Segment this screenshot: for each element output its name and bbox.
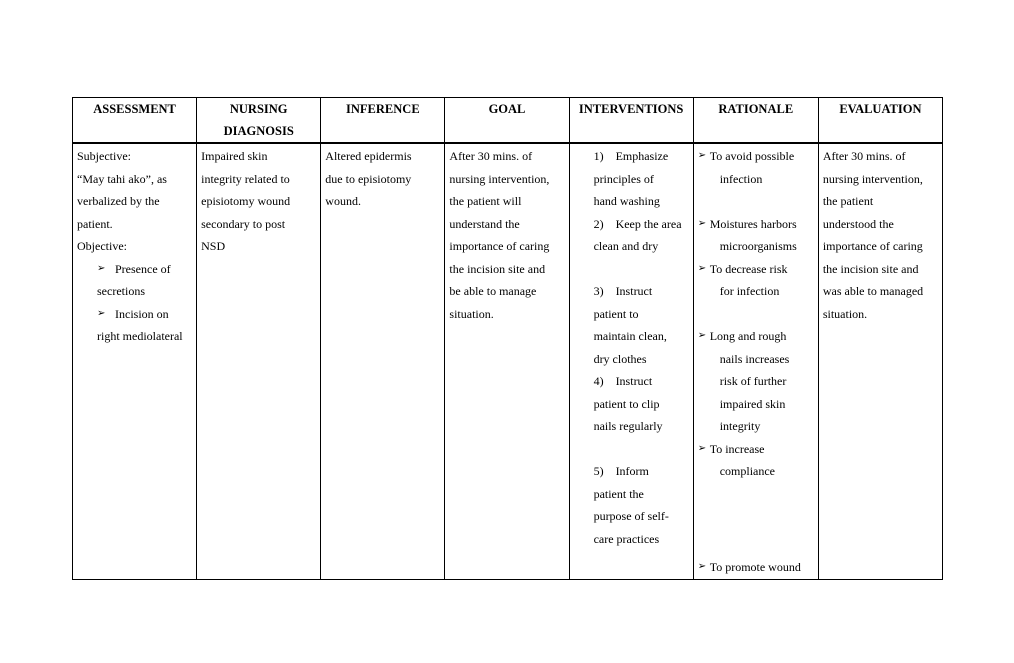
objective-item xyxy=(77,303,192,326)
objective-item-text: Incision on xyxy=(115,306,169,321)
interventions-cell xyxy=(569,143,693,579)
evaluation-line: the incision site and xyxy=(822,261,919,276)
subjective-label: Subjective: xyxy=(77,149,131,163)
rationale-text: compliance xyxy=(719,464,776,478)
arrow-bullet-icon: ➢ xyxy=(697,330,707,341)
evaluation-line: understood the xyxy=(822,216,894,231)
rationale-text: infection xyxy=(719,171,763,186)
goal-line: understand the xyxy=(449,216,520,231)
goal-line: be able to manage xyxy=(449,284,537,298)
goal-cell xyxy=(445,143,569,579)
spacer xyxy=(698,190,814,213)
patient-quote-line: verbalized by the xyxy=(77,194,160,208)
intervention-5 xyxy=(574,460,689,483)
intervention-3 xyxy=(574,280,689,303)
content-row xyxy=(73,143,943,579)
rationale-text: integrity xyxy=(719,419,761,433)
header-row xyxy=(73,98,943,144)
intervention-number: 4) xyxy=(593,374,604,388)
intervention-number: 2) xyxy=(593,216,604,231)
spacer xyxy=(698,528,814,551)
intervention-number: 5) xyxy=(593,464,604,478)
assessment-cell xyxy=(73,143,197,579)
header-inference: INFERENCE xyxy=(321,98,445,144)
intervention-text: patient the xyxy=(593,486,644,501)
objective-item-text: Presence of xyxy=(115,261,171,276)
diagnosis-line: episiotomy wound xyxy=(201,194,291,208)
intervention-text: patient to clip xyxy=(593,396,660,411)
intervention-1 xyxy=(574,145,689,168)
rationale-text: Long and rough xyxy=(709,329,787,343)
intervention-text: Instruct xyxy=(615,374,653,388)
intervention-4 xyxy=(574,370,689,393)
rationale-item xyxy=(698,325,814,348)
rationale-text: nails increases xyxy=(719,351,790,366)
evaluation-line: was able to managed xyxy=(822,284,924,298)
header-rationale: RATIONALE xyxy=(693,98,818,144)
intervention-text: nails regularly xyxy=(593,419,663,433)
intervention-text: principles of xyxy=(593,171,654,186)
arrow-bullet-icon: ➢ xyxy=(697,217,707,229)
header-evaluation: EVALUATION xyxy=(818,98,942,144)
arrow-bullet-icon: ➢ xyxy=(97,262,106,274)
nursing-care-plan-table xyxy=(72,97,943,580)
spacer xyxy=(574,258,689,281)
diagnosis-line: Impaired skin xyxy=(201,149,268,163)
inference-line: wound. xyxy=(325,194,361,208)
arrow-bullet-icon: ➢ xyxy=(697,262,707,274)
evaluation-line: nursing intervention, xyxy=(822,171,923,186)
intervention-text: hand washing xyxy=(593,194,660,208)
rationale-text: risk of further xyxy=(719,374,787,388)
rationale-cell xyxy=(693,143,818,579)
rationale-item xyxy=(698,258,814,281)
inference-cell xyxy=(321,143,445,579)
rationale-text: To increase xyxy=(709,441,765,456)
spacer xyxy=(698,303,814,326)
header-goal: GOAL xyxy=(445,98,569,144)
intervention-text: care practices xyxy=(593,531,660,546)
intervention-text: Inform xyxy=(615,464,649,478)
goal-line: nursing intervention, xyxy=(449,171,550,186)
patient-quote-line: patient. xyxy=(77,216,113,231)
rationale-text: microorganisms xyxy=(719,239,797,253)
rationale-item xyxy=(698,556,814,579)
patient-quote-line: “May tahi ako”, as xyxy=(77,171,167,186)
evaluation-line: the patient xyxy=(822,194,874,208)
arrow-bullet-icon: ➢ xyxy=(697,150,707,161)
objective-item-text: right mediolateral xyxy=(97,329,183,343)
header-assessment: ASSESSMENT xyxy=(73,98,197,144)
inference-line: Altered epidermis xyxy=(325,149,412,163)
evaluation-line: importance of caring xyxy=(822,239,923,253)
rationale-item xyxy=(698,145,814,168)
rationale-text: To decrease risk xyxy=(709,261,788,276)
objective-label: Objective: xyxy=(77,239,127,253)
intervention-text: clean and dry xyxy=(593,239,659,253)
diagnosis-line: integrity related to xyxy=(201,171,290,186)
intervention-text: Instruct xyxy=(615,284,653,298)
rationale-text: To avoid possible xyxy=(709,149,795,163)
rationale-item xyxy=(698,438,814,461)
intervention-text: dry clothes xyxy=(593,351,647,366)
goal-line: the incision site and xyxy=(449,261,546,276)
rationale-text: impaired skin xyxy=(719,396,786,411)
goal-line: After 30 mins. of xyxy=(449,149,533,163)
goal-line: importance of caring xyxy=(449,239,550,253)
rationale-item xyxy=(698,213,814,236)
objective-item-text: secretions xyxy=(97,284,145,298)
diagnosis-line: NSD xyxy=(201,239,226,253)
header-nursing-diagnosis: NURSING DIAGNOSIS xyxy=(197,98,321,144)
rationale-text: To promote wound xyxy=(709,560,801,574)
intervention-text: maintain clean, xyxy=(593,329,667,343)
rationale-text: Moistures harbors xyxy=(709,216,797,231)
arrow-bullet-icon: ➢ xyxy=(697,442,707,454)
intervention-text: patient to xyxy=(593,306,639,321)
objective-item xyxy=(77,258,192,281)
evaluation-cell xyxy=(818,143,942,579)
diagnosis-line: secondary to post xyxy=(201,216,286,231)
spacer xyxy=(698,505,814,528)
intervention-text: Emphasize xyxy=(615,149,669,163)
intervention-text: Keep the area xyxy=(615,216,682,231)
intervention-text: purpose of self- xyxy=(593,509,669,523)
header-interventions: INTERVENTIONS xyxy=(569,98,693,144)
intervention-2 xyxy=(574,213,689,236)
arrow-bullet-icon: ➢ xyxy=(97,307,106,319)
intervention-number: 3) xyxy=(593,284,604,298)
evaluation-line: situation. xyxy=(822,306,868,321)
inference-line: due to episiotomy xyxy=(325,171,412,186)
arrow-bullet-icon: ➢ xyxy=(697,561,707,572)
diagnosis-cell xyxy=(197,143,321,579)
goal-line: situation. xyxy=(449,306,494,321)
spacer xyxy=(574,438,689,461)
evaluation-line: After 30 mins. of xyxy=(822,149,906,163)
rationale-text: for infection xyxy=(719,284,780,298)
spacer xyxy=(698,483,814,506)
intervention-number: 1) xyxy=(593,149,604,163)
goal-line: the patient will xyxy=(449,194,522,208)
